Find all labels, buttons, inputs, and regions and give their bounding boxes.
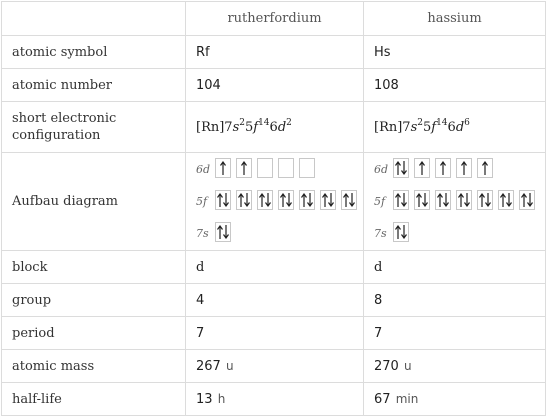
- row-label: atomic mass: [2, 350, 186, 383]
- spin-down-arrow-icon: [401, 225, 407, 239]
- orbital-box: [519, 190, 535, 210]
- header-blank-cell: [2, 2, 186, 36]
- spin-up-arrow-icon: [461, 161, 467, 175]
- orbital-box: [320, 190, 336, 210]
- orbital-box: [215, 158, 231, 178]
- orbital-box: [414, 190, 430, 210]
- row-label: half-life: [2, 383, 186, 416]
- orbital-box: [215, 222, 231, 242]
- hs-period: 7: [364, 317, 546, 350]
- spin-down-arrow-icon: [307, 193, 313, 207]
- spin-down-arrow-icon: [349, 193, 355, 207]
- spin-down-arrow-icon: [422, 193, 428, 207]
- row-label: period: [2, 317, 186, 350]
- orbital-7s: [196, 223, 363, 245]
- row-atomic-number: [2, 69, 546, 102]
- orbital-box: [257, 190, 273, 210]
- spin-down-arrow-icon: [506, 193, 512, 207]
- orbital-box: [341, 190, 357, 210]
- row-label: Aufbau diagram: [2, 153, 186, 251]
- spin-up-arrow-icon: [419, 161, 425, 175]
- spin-down-arrow-icon: [401, 193, 407, 207]
- spin-down-arrow-icon: [464, 193, 470, 207]
- spin-down-arrow-icon: [286, 193, 292, 207]
- orbital-box: [477, 158, 493, 178]
- orbital-box: [456, 190, 472, 210]
- unit-label: u: [403, 358, 412, 373]
- spin-down-arrow-icon: [223, 225, 229, 239]
- hs-electron-config: $[Rn]7s^25f^{14}6d^6$: [364, 102, 546, 153]
- orbital-box: [477, 190, 493, 210]
- row-atomic-mass: [2, 350, 546, 383]
- unit-label: h: [217, 391, 226, 406]
- orbital-6d: [374, 159, 545, 181]
- orbital-label: 5f: [196, 195, 208, 208]
- orbital-box: [393, 190, 409, 210]
- rf-atomic-number: 104: [186, 69, 364, 102]
- orbital-box: [236, 158, 252, 178]
- row-label: [2, 102, 186, 153]
- row-label-line2: configuration: [12, 128, 101, 143]
- orbital-box: [435, 190, 451, 210]
- orbital-box: [435, 158, 451, 178]
- orbital-box: [299, 158, 315, 178]
- hs-atomic-mass: 270 u: [364, 350, 546, 383]
- orbital-box: [236, 190, 252, 210]
- header-rutherfordium: rutherfordium: [186, 2, 364, 36]
- row-atomic-symbol: [2, 36, 546, 69]
- hs-atomic-number: 108: [364, 69, 546, 102]
- orbital-box: [278, 158, 294, 178]
- orbital-box: [278, 190, 294, 210]
- row-block: [2, 251, 546, 284]
- spin-up-arrow-icon: [220, 161, 226, 175]
- orbital-6d: [196, 159, 363, 181]
- orbital-box: [299, 190, 315, 210]
- rf-block: d: [186, 251, 364, 284]
- row-half-life: [2, 383, 546, 416]
- spin-down-arrow-icon: [401, 161, 407, 175]
- unit-label: u: [225, 358, 234, 373]
- row-label: group: [2, 284, 186, 317]
- row-period: [2, 317, 546, 350]
- row-label: atomic number: [2, 69, 186, 102]
- rf-group: 4: [186, 284, 364, 317]
- row-electron-config: [2, 102, 546, 153]
- orbital-box: [456, 158, 472, 178]
- spin-up-arrow-icon: [241, 161, 247, 175]
- orbital-box: [393, 158, 409, 178]
- hs-aufbau-diagram: [364, 153, 546, 251]
- hs-block: d: [364, 251, 546, 284]
- orbital-5f: [374, 191, 545, 213]
- rf-half-life: 13 h: [186, 383, 364, 416]
- row-label: atomic symbol: [2, 36, 186, 69]
- rf-atomic-mass: 267 u: [186, 350, 364, 383]
- rf-aufbau-diagram: [186, 153, 364, 251]
- orbital-7s: [374, 223, 545, 245]
- row-aufbau-diagram: [2, 153, 546, 251]
- spin-up-arrow-icon: [482, 161, 488, 175]
- header-row: [2, 2, 546, 36]
- orbital-box: [215, 190, 231, 210]
- orbital-label: 6d: [374, 163, 389, 176]
- rf-period: 7: [186, 317, 364, 350]
- hs-symbol: Hs: [364, 36, 546, 69]
- orbital-label: 7s: [196, 227, 209, 240]
- comparison-table: [1, 1, 546, 416]
- spin-down-arrow-icon: [527, 193, 533, 207]
- spin-down-arrow-icon: [328, 193, 334, 207]
- rf-electron-config: $[Rn]7s^25f^{14}6d^2$: [186, 102, 364, 153]
- orbital-box: [393, 222, 409, 242]
- row-label: block: [2, 251, 186, 284]
- orbital-box: [414, 158, 430, 178]
- orbital-label: 5f: [374, 195, 386, 208]
- row-group: [2, 284, 546, 317]
- spin-down-arrow-icon: [443, 193, 449, 207]
- spin-up-arrow-icon: [440, 161, 446, 175]
- hs-group: 8: [364, 284, 546, 317]
- orbital-label: 6d: [196, 163, 211, 176]
- row-label-line1: short electronic: [12, 111, 117, 126]
- rf-symbol: Rf: [186, 36, 364, 69]
- orbital-5f: [196, 191, 363, 213]
- header-hassium: hassium: [364, 2, 546, 36]
- spin-down-arrow-icon: [485, 193, 491, 207]
- orbital-label: 7s: [374, 227, 387, 240]
- spin-down-arrow-icon: [244, 193, 250, 207]
- orbital-box: [498, 190, 514, 210]
- unit-label: min: [395, 391, 419, 406]
- spin-down-arrow-icon: [223, 193, 229, 207]
- hs-half-life: 67 min: [364, 383, 546, 416]
- orbital-box: [257, 158, 273, 178]
- spin-down-arrow-icon: [265, 193, 271, 207]
